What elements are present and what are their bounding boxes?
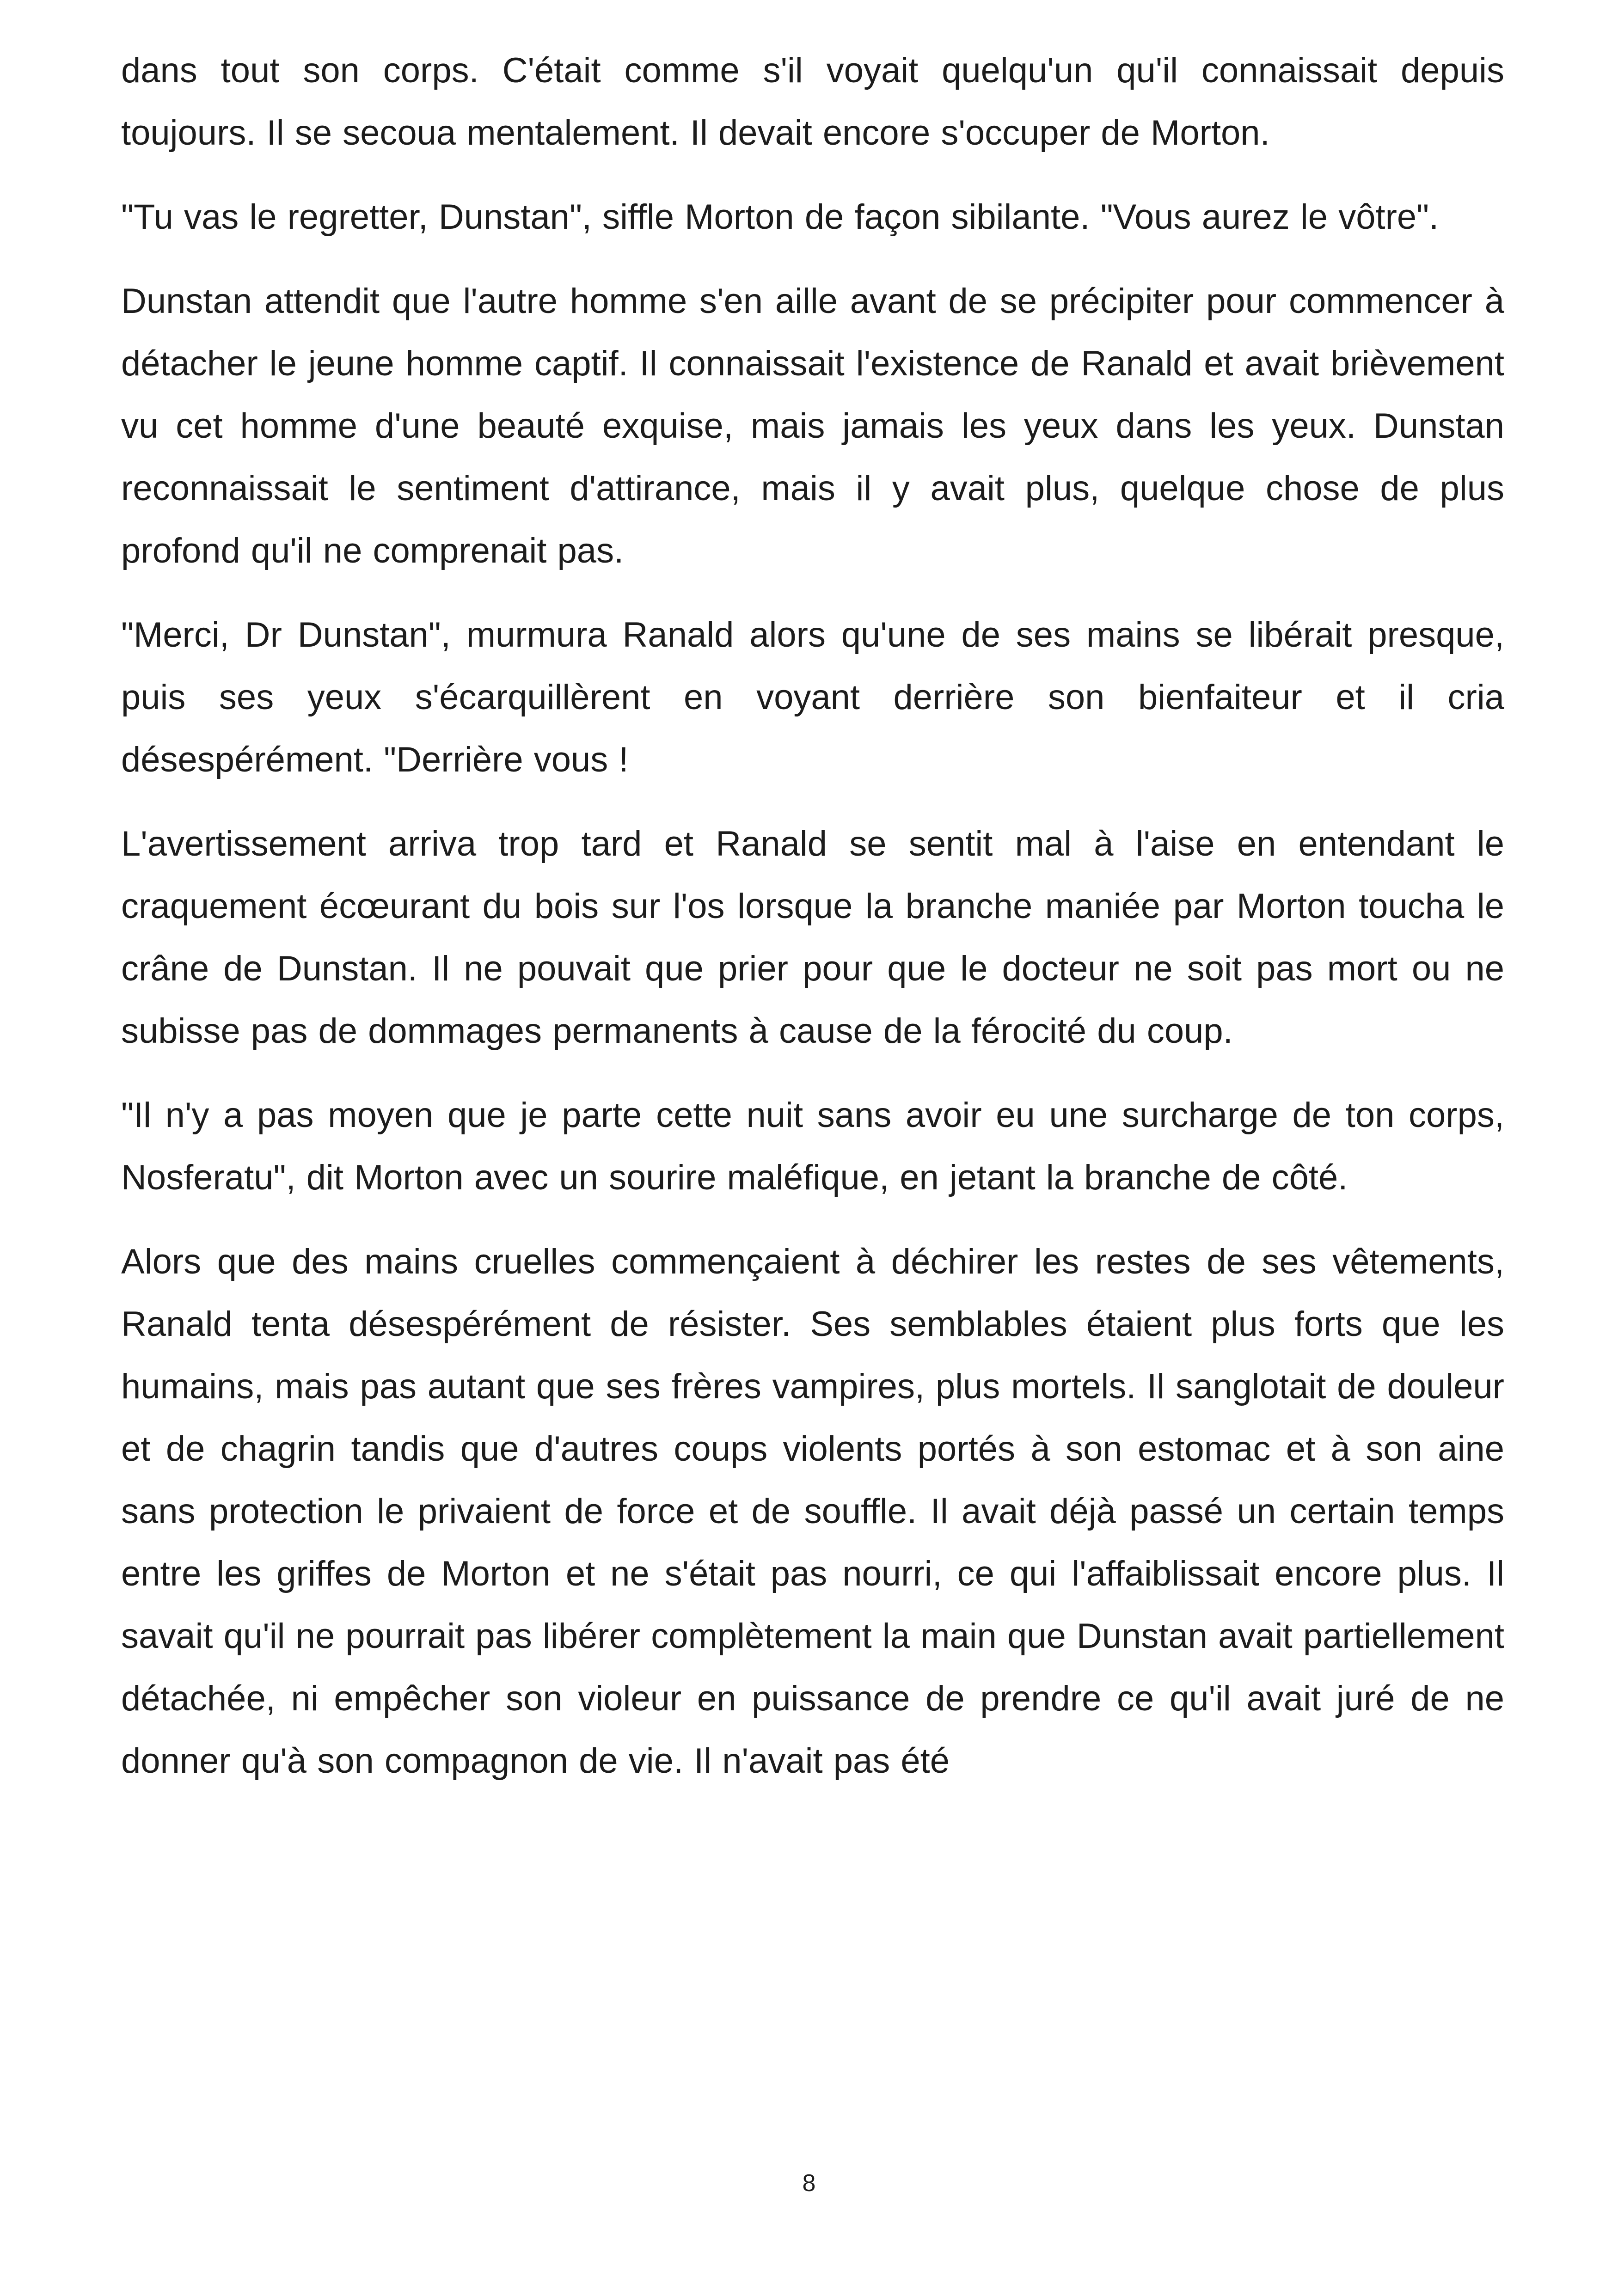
- paragraph: "Merci, Dr Dunstan", murmura Ranald alors qu'une de ses mains se libérait presque, puis ses yeux s'écarquillèrent en voyant derrière son bienfaiteur et il cria désespérément. "Derrière vous !: [121, 615, 1504, 779]
- paragraph: "Tu vas le regretter, Dunstan", siffle Morton de façon sibilante. "Vous aurez le vôtre".: [121, 197, 1439, 237]
- paragraph: dans tout son corps. C'était comme s'il voyait quelqu'un qu'il connaissait depuis toujours. Il se secoua mentalement. Il devait encore s'occuper de Morton.: [121, 51, 1504, 153]
- page-number: 8: [802, 2170, 816, 2197]
- paragraph: "Il n'y a pas moyen que je parte cette nuit sans avoir eu une surcharge de ton corps, Nosferatu", dit Morton avec un sourire maléfique, en jetant la branche de côté.: [121, 1096, 1504, 1197]
- paragraph: L'avertissement arriva trop tard et Ranald se sentit mal à l'aise en entendant le craquement écœurant du bois sur l'os lorsque la branche maniée par Morton toucha le crâne de Dunstan. Il ne pouvait que prier pour que le docteur ne soit pas mort ou ne subisse pas de dommages permanents à cause de la férocité du coup.: [121, 824, 1504, 1051]
- paragraph: Dunstan attendit que l'autre homme s'en aille avant de se précipiter pour commencer à détacher le jeune homme captif. Il connaissait l'existence de Ranald et avait brièvement vu cet homme d'une beauté exquise, mais jamais les yeux dans les yeux. Dunstan reconnaissait le sentiment d'attirance, mais il y avait plus, quelque chose de plus profond qu'il ne comprenait pas.: [121, 282, 1504, 570]
- document-body: [121, 39, 1504, 1814]
- paragraph: Alors que des mains cruelles commençaient à déchirer les restes de ses vêtements, Ranald tenta désespérément de résister. Ses semblables étaient plus forts que les humains, mais pas autant que ses frères vampires, plus mortels. Il sanglotait de douleur et de chagrin tandis que d'autres coups violents portés à son estomac et à son aine sans protection le privaient de force et de souffle. Il avait déjà passé un certain temps entre les griffes de Morton et ne s'était pas nourri, ce qui l'affaiblissait encore plus. Il savait qu'il ne pourrait pas libérer complètement la main que Dunstan avait partiellement détachée, ni empêcher son violeur en puissance de prendre ce qu'il avait juré de ne donner qu'à son compagnon de vie. Il n'avait pas été: [121, 1242, 1504, 1781]
